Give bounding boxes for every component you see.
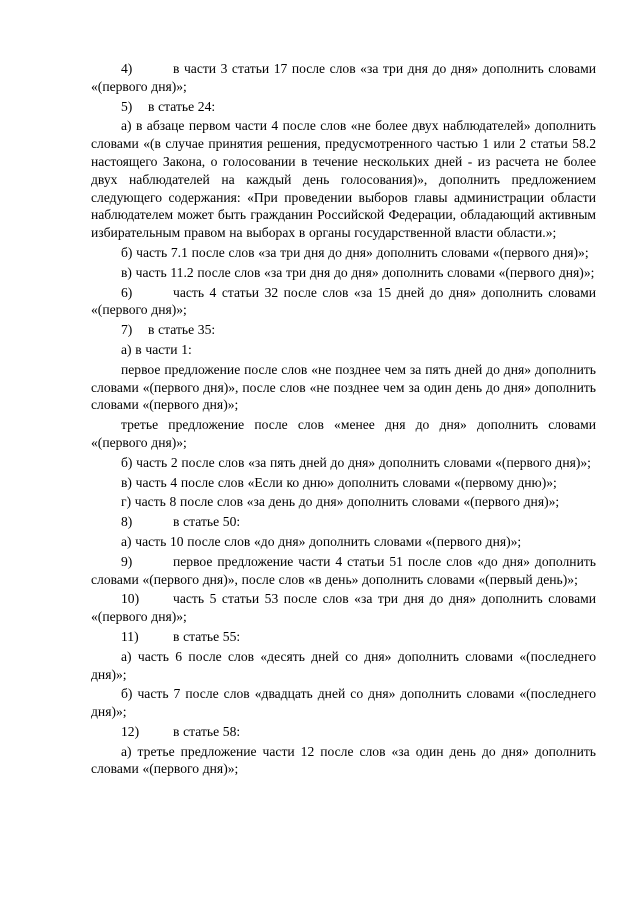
paragraph-text: а) в абзаце первом части 4 после слов «не более двух наблюдателей» дополнить словами «(в случае принятия решения, предусмотренного частью 1 или 2 статьи 58.2 настоящего Закона, о голосовании в течение нескольких дней - из расчета не более двух наблюдателей на каждый день голосования)», дополнить предложением следующего содержания: «При проведении выборов главы администрации области наблюдателем может быть гражданин Российской Федерации, обладающий активным избирательным правом на выборах в органы государственной власти области.»; — [91, 118, 596, 241]
paragraph-text: в статье 50: — [173, 514, 241, 530]
paragraph-text: б) часть 7 после слов «двадцать дней со дня» дополнить словами «(последнего дня)»; — [91, 686, 596, 720]
paragraph-text: первое предложение части 4 статьи 51 после слов «до дня» дополнить словами «(первого дня)», после слов «в день» дополнить словами «(первый день)»; — [91, 553, 596, 587]
item-number: 5) — [121, 98, 133, 114]
item-number: 8) — [121, 514, 133, 530]
paragraph-5 — [91, 98, 596, 116]
paragraph-text: часть 5 статьи 53 после слов «за три дня до дня» дополнить словами «(первого дня)»; — [91, 591, 596, 625]
paragraph-12a — [91, 743, 596, 779]
item-number: 10) — [121, 591, 140, 607]
paragraph-7 — [91, 321, 596, 339]
paragraph-text: в части 3 статьи 17 после слов «за три дня до дня» дополнить словами «(первого дня)»; — [91, 61, 596, 94]
item-number: 7) — [121, 322, 133, 338]
paragraph-7b — [91, 454, 596, 472]
paragraph-7a-first — [91, 361, 596, 414]
paragraph-text: в) часть 4 после слов «Если ко дню» дополнить словами «(первому дню)»; — [121, 474, 557, 490]
paragraph-text: г) часть 8 после слов «за день до дня» дополнить словами «(первого дня)»; — [121, 494, 560, 510]
paragraph-7a — [91, 341, 596, 359]
paragraph-text: б) часть 7.1 после слов «за три дня до дня» дополнить словами «(первого дня)»; — [121, 244, 589, 260]
paragraph-5b — [91, 244, 596, 262]
paragraph-text: первое предложение после слов «не позднее чем за пять дней до дня» дополнить словами «(первого дня)», после слов «не позднее чем за один день до дня» дополнить словами «(первого дня)»; — [91, 361, 596, 413]
paragraph-text: в статье 24: — [148, 98, 216, 114]
paragraph-text: в статье 58: — [173, 723, 241, 739]
paragraph-10 — [91, 590, 596, 626]
paragraph-5a — [91, 117, 596, 242]
paragraph-7d — [91, 493, 596, 511]
paragraph-text: в статье 55: — [173, 628, 241, 644]
paragraph-text: б) часть 2 после слов «за пять дней до дня» дополнить словами «(первого дня)»; — [121, 454, 591, 470]
paragraph-11 — [91, 628, 596, 646]
paragraph-12 — [91, 723, 596, 741]
paragraph-8 — [91, 513, 596, 531]
item-number: 6) — [121, 284, 133, 300]
paragraph-7a-third — [91, 416, 596, 452]
paragraph-8a — [91, 533, 596, 551]
paragraph-7c — [91, 474, 596, 492]
paragraph-11a — [91, 648, 596, 684]
item-number: 9) — [121, 553, 133, 569]
paragraph-text: в) часть 11.2 после слов «за три дня до дня» дополнить словами «(первого дня)»; — [121, 264, 595, 280]
paragraph-6 — [91, 284, 596, 320]
paragraph-11b — [91, 685, 596, 721]
paragraph-text: а) часть 6 после слов «десять дней со дня» дополнить словами «(последнего дня)»; — [91, 648, 596, 682]
paragraph-text: а) в части 1: — [121, 341, 192, 357]
item-number: 4) — [121, 61, 133, 76]
paragraph-4 — [91, 60, 596, 96]
paragraph-text: часть 4 статьи 32 после слов «за 15 дней до дня» дополнить словами «(первого дня)»; — [91, 284, 596, 318]
paragraph-text: третье предложение после слов «менее дня до дня» дополнить словами «(первого дня)»; — [91, 417, 596, 450]
item-number: 12) — [121, 723, 140, 739]
paragraph-text: в статье 35: — [148, 322, 216, 338]
item-number: 11) — [121, 628, 139, 644]
paragraph-text: а) третье предложение части 12 после слов «за один день до дня» дополнить словами «(первого дня)»; — [91, 743, 596, 777]
paragraph-5c — [91, 264, 596, 282]
paragraph-text: а) часть 10 после слов «до дня» дополнить словами «(первого дня)»; — [121, 533, 522, 549]
paragraph-9 — [91, 553, 596, 589]
